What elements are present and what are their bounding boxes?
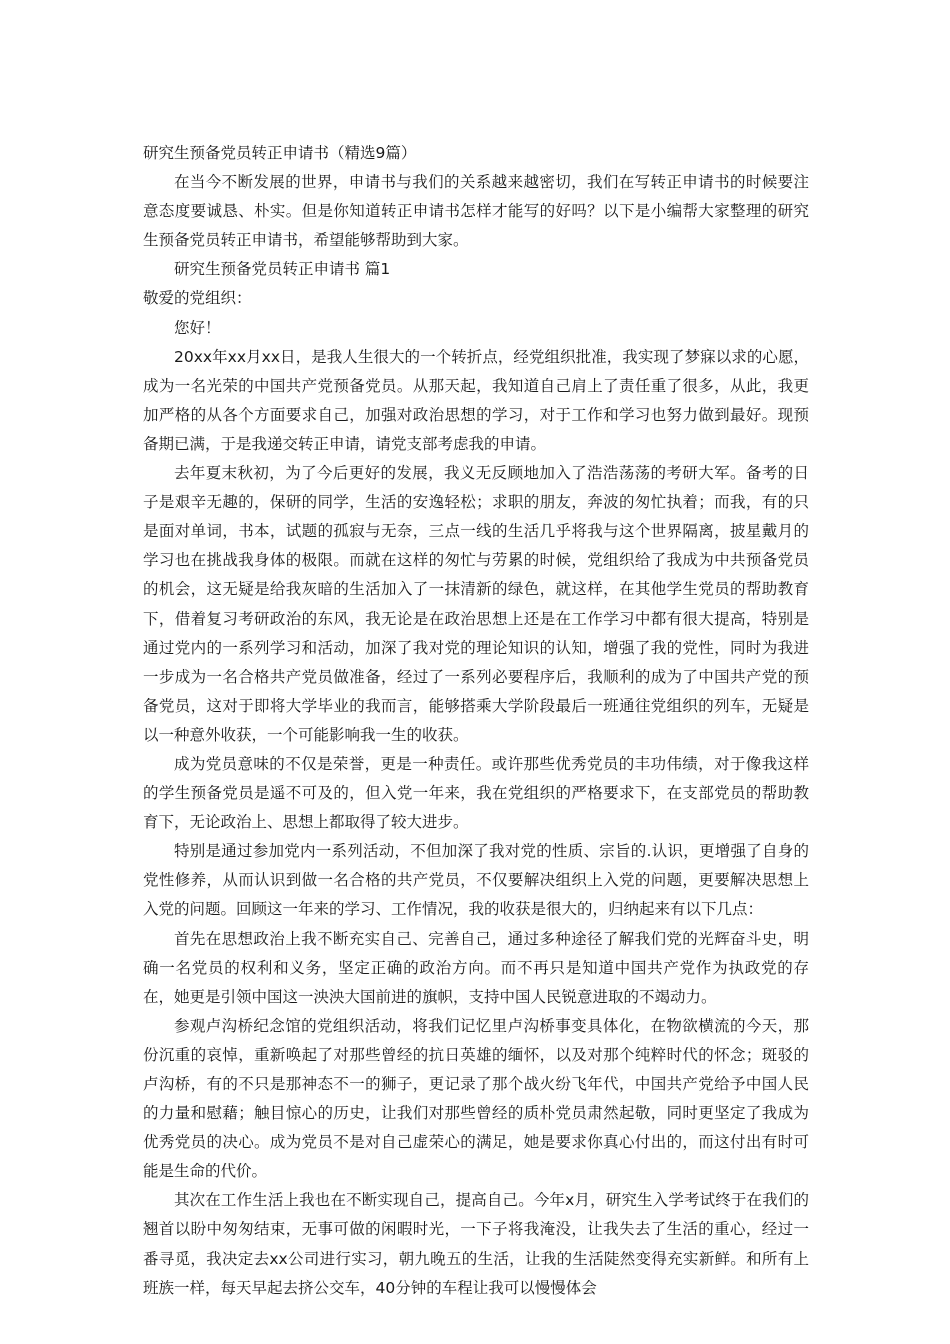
greeting: 您好！ (174, 318, 221, 337)
document-body (143, 139, 809, 1303)
body-paragraph: 20xx年xx月xx日，是我人生很大的一个转折点，经党组织批准，我实现了梦寐以求的心愿，成为一名光荣的中国共产党预备党员。从那天起，我知道自己肩上了责任重了很多，从此，我更加严格的从各个方面要求自己，加强对政治思想的学习，对于工作和学习也努力做到最好。现预备期已满，于是我递交转正申请，请党支部考虑我的申请。 (143, 347, 809, 453)
body-paragraph: 去年夏末秋初，为了今后更好的发展，我义无反顾地加入了浩浩荡荡的考研大军。备考的日子是艰辛无趣的，保研的同学，生活的安逸轻松；求职的朋友，奔波的匆忙执着；而我，有的只是面对单词，书本，试题的孤寂与无奈，三点一线的生活几乎将我与这个世界隔离，披星戴月的学习也在挑战我身体的极限。而就在这样的匆忙与劳累的时候，党组织给了我成为中共预备党员的机会，这无疑是给我灰暗的生活加入了一抹清新的绿色，就这样，在其他学生党员的帮助教育下，借着复习考研政治的东风，我无论是在政治思想上还是在工作学习中都有很大提高，特别是通过党内的一系列学习和活动，加深了我对党的理论知识的认知，增强了我的党性，同时为我进一步成为一名合格共产党员做准备，经过了一系列必要程序后，我顺利的成为了中国共产党的预备党员，这对于即将大学毕业的我而言，能够搭乘大学阶段最后一班通往党组织的列车，无疑是以一种意外收获，一个可能影响我一生的收获。 (143, 464, 809, 744)
intro-paragraph: 在当今不断发展的世界，申请书与我们的关系越来越密切，我们在写转正申请书的时候要注意态度要诚恳、朴实。但是你知道转正申请书怎样才能写的好吗？以下是小编帮大家整理的研究生预备党员转正申请书，希望能够帮助到大家。 (143, 173, 809, 250)
body-paragraph: 首先在思想政治上我不断充实自己、完善自己，通过多种途径了解我们党的光辉奋斗史，明确一名党员的权利和义务，坚定正确的政治方向。而不再只是知道中国共产党作为执政党的存在，她更是引领中国这一泱泱大国前进的旗帜，支持中国人民锐意进取的不竭动力。 (143, 929, 809, 1006)
body-paragraph: 参观卢沟桥纪念馆的党组织活动，将我们记忆里卢沟桥事变具体化，在物欲横流的今天，那份沉重的哀悼，重新唤起了对那些曾经的抗日英雄的缅怀，以及对那个纯粹时代的怀念；斑驳的卢沟桥，有的不只是那神态不一的狮子，更记录了那个战火纷飞年代，中国共产党给予中国人民的力量和慰藉；触目惊心的历史，让我们对那些曾经的质朴党员肃然起敬，同时更坚定了我成为优秀党员的决心。成为党员不是对自己虚荣心的满足，她是要求你真心付出的，而这付出有时可能是生命的代价。 (143, 1016, 809, 1181)
body-paragraph: 成为党员意味的不仅是荣誉，更是一种责任。或许那些优秀党员的丰功伟绩，对于像我这样的学生预备党员是遥不可及的，但入党一年来，我在党组织的严格要求下，在支部党员的帮助教育下，无论政治上、思想上都取得了较大进步。 (143, 754, 809, 832)
section-heading: 研究生预备党员转正申请书 篇1 (174, 260, 391, 279)
body-paragraph: 其次在工作生活上我也在不断实现自己，提高自己。今年x月，研究生入学考试终于在我们的翘首以盼中匆匆结束，无事可做的闲暇时光，一下子将我淹没，让我失去了生活的重心，经过一番寻觅，我决定去xx公司进行实习，朝九晚五的生活，让我的生活陡然变得充实新鲜。和所有上班族一样，每天早起去挤公交车，40分钟的车程让我可以慢慢体会 (143, 1191, 809, 1297)
body-paragraph: 特别是通过参加党内一系列活动，不但加深了我对党的性质、宗旨的.认识，更增强了自身的党性修养，从而认识到做一名合格的共产党员，不仅要解决组织上入党的问题，更要解决思想上入党的问题。回顾这一年来的学习、工作情况，我的收获是很大的，归纳起来有以下几点： (143, 842, 809, 919)
salutation: 敬爱的党组织： (143, 289, 252, 308)
document-title: 研究生预备党员转正申请书（精选9篇） (143, 144, 417, 162)
